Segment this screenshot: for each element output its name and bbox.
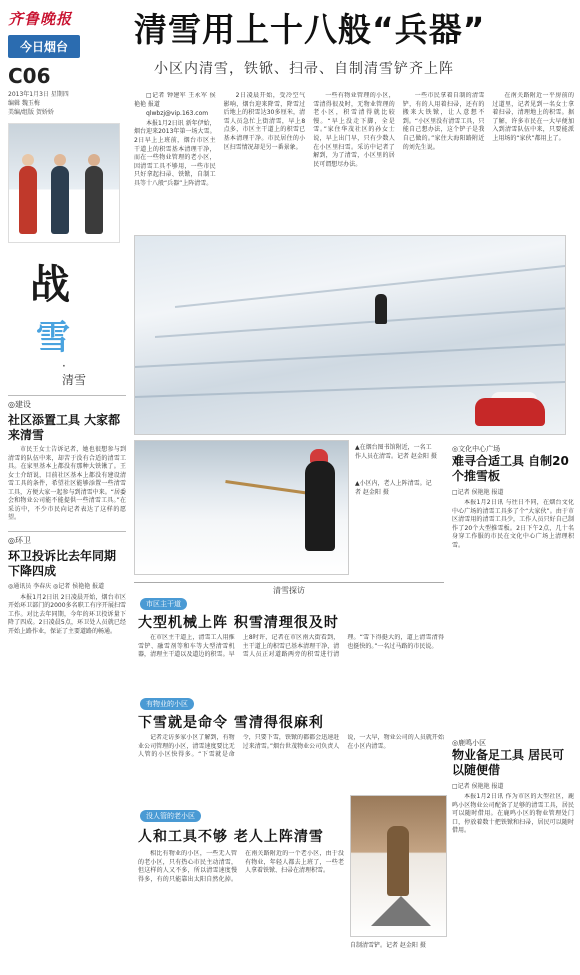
- lead-paragraph: 在南关路附近一平房前的过道里，记者见到一名女士拿着扫帚，清理地上的积雪。据了解，许多市民在一大早便加入到清雪队伍中来，只要能派上用场的“家伙”都用上了。: [492, 92, 574, 142]
- section-tab: 今日烟台: [8, 35, 80, 58]
- story3-title: 人和工具不够 老人上阵清雪: [138, 829, 324, 845]
- lead-columns: [134, 92, 574, 258]
- meta-date: 2013年1月3日 星期四: [8, 91, 69, 98]
- person-head: [88, 154, 100, 166]
- lead-column: [313, 92, 395, 258]
- person-figure: [387, 826, 409, 896]
- story1-title: 大型机械上阵 积雪清理很及时: [138, 615, 339, 631]
- left-story-title: 社区添置工具 大家都来清雪: [8, 413, 121, 442]
- people-photo: [8, 123, 120, 243]
- sweeper-figure: [305, 461, 335, 551]
- right-story2-kicker: ◎鹿鸣小区: [452, 739, 487, 747]
- page-meta: [8, 90, 126, 117]
- photo-captions: [355, 443, 437, 497]
- photo2-caption: ▲小区内，老人上阵清雪。记者 赵金阳 摄: [355, 480, 432, 496]
- section-label: 清雪探访: [134, 582, 444, 596]
- xue-character: 雪: [36, 318, 70, 358]
- story2-paragraph: 记者走访多家小区了解到，有物业公司管理的小区，清雪速度要比无人管的小区快得多。“下雪就是命令，只要下雪，铁锨的都都会迅速赶过来清雪。”烟台世茂物业公司负责人说，一大早，物业公司的人员就开始在小区内清雪。: [138, 734, 444, 759]
- qing-dot: ·: [62, 359, 66, 373]
- shovel-shape: [371, 896, 431, 926]
- headline: 清雪用上十八般“兵器”: [134, 10, 486, 49]
- snow-track: [155, 307, 566, 338]
- lead-column: [492, 92, 574, 258]
- lead-paragraph: 一些有物业管理的小区，雪清得很及时，无物业管理的老小区，积雪清得就比较慢。“早上没走下脚，全是雪。”家住华茂社区的孙女士说，早上出门早，只有少数人在小区里扫雪。采访中记者了解到，为了清雪，小区里的居民可谓想尽办法。: [313, 92, 395, 168]
- right-column: [452, 440, 574, 933]
- left-story2-byline: ◎通讯员 李春庆 ◎记者 侯艳艳 报道: [8, 582, 105, 590]
- right-story1-kicker: ◎文化中心广场: [452, 445, 501, 453]
- right-story1-title: 难寻合适工具 自制20个推雪板: [452, 454, 569, 483]
- left-column: [8, 8, 126, 968]
- left-story2-text: 本报1月2日讯 2日凌晨开始，烟台市区开始环卫部门的2000多名职工有序开展扫雪工作。对比去年同期，今年的环卫投诉量下降了四成。2日凌晨5点，环卫处人员就已经开始上路作业，保证了主要道路的畅通。: [8, 593, 126, 635]
- story1-text: [138, 634, 444, 690]
- story3-text: [138, 850, 344, 965]
- person-head: [22, 154, 34, 166]
- story1-paragraph: 在市区主干道上，清雪工人用推雪铲、融雪剂等和车等大型清雪机器，清理主干道以及道边的积雪。早上8时许，记者在市区南大街看到，主干道上的积雪已基本清理干净，清雪人员正对道路两旁的积雪进行清理。“雪下得挺大的，道上清雪清得也挺快的。”一名过马路的市民说。: [138, 634, 444, 659]
- worker-figure: [375, 294, 387, 324]
- lead-paragraph: 一些市民拿着自制的清雪铲，有的人用着扫帚，还有的搬来大铁锨，让人意想不到。“小区里没有清雪工具，只能自己想办法，这个铲子是我自己做的。”家住大海阳路附近的刘先生说。: [402, 92, 485, 151]
- elder-sweeping-photo: [134, 440, 349, 575]
- page-number: C06: [8, 64, 51, 88]
- lead-paragraph: 2日凌晨开始，受冷空气影响，烟台迎来降雪，降雪过后地上的积雪达30多厘米，清雪人员急忙上街清雪，早上8点多，市区主干道上的积雪已基本清理干净。市民居住的小区扫雪情况却是另一番景象。: [223, 92, 306, 151]
- left-story-text: 市民王女士告诉记者，她也很想参与到清雪的队伍中来，却苦于没有合适的清雪工具。在家里基本上都没有那种大铁锹了。王女士介绍说，目前社区基本上都没有建设清雪工具的条件，希望社区能够添置一些清雪工具，方便大家一起参与到清雪中来。“居委会和物业公司能不能提供一些清雪工具。”在采访中，不少市民向记者表达了这样的愿望。: [8, 446, 126, 521]
- photo3-caption: 自制清雪铲。记者 赵金阳 摄: [350, 942, 426, 949]
- left-story-kicker: ◎建设: [8, 395, 126, 410]
- qing-text: 清雪: [62, 373, 87, 387]
- lead-column: [403, 92, 485, 258]
- lead-column: [224, 92, 306, 258]
- right-story2-text: 本报1月2日讯 作为市区的大型社区，鹿鸣小区物业公司配备了足够的清雪工具，居民可以随时借用。在鹿鸣小区的物业管理处门口，停放着数十把铁锨和扫帚，居民可以随时借用。: [452, 793, 574, 835]
- shovel-photo: [350, 795, 447, 937]
- masthead: 齐鲁晚报: [8, 10, 73, 28]
- lead-email: qlwbzj@vip.163.com: [146, 110, 209, 118]
- person-figure: [85, 166, 103, 234]
- right-story1-byline: □记者 侯艳艳 报道: [452, 489, 504, 496]
- zhan-character: 战: [30, 261, 70, 308]
- left-story2-title: 环卫投诉比去年同期下降四成: [8, 548, 117, 578]
- right-story2-byline: □记者 侯艳艳 报道: [452, 783, 504, 790]
- right-story2-title: 物业备足工具 居民可以随便借: [452, 748, 565, 777]
- person-head: [54, 154, 66, 166]
- story2-title: 下雪就是命令 雪清得很麻利: [138, 715, 324, 731]
- lead-byline: □记者 钟建军 王永军 侯艳艳 报道: [134, 92, 216, 108]
- snow-track: [135, 343, 566, 368]
- meta-editor: 编辑 魏玉梅: [8, 100, 40, 107]
- story1-tag: 市区主干道: [140, 598, 187, 610]
- subheadline: 小区内清雪，铁锨、扫帚、自制清雪铲齐上阵: [154, 61, 454, 77]
- person-figure: [19, 166, 37, 234]
- story3-tag: 没人管的老小区: [140, 810, 201, 822]
- story2-text: [138, 734, 444, 788]
- main-story: [134, 8, 574, 258]
- story2-tag: 有物业的小区: [140, 698, 194, 710]
- left-story2-kicker: ◎环卫: [8, 531, 126, 546]
- person-figure: [51, 166, 69, 234]
- meta-designer: 美编/组版 贺娇娇: [8, 109, 54, 116]
- story3-paragraph: 相比有物业的小区，一些无人管的老小区，只有热心市民主动清雪，但这样的人又不多，所以清雪速度慢得多，有的只能靠出太阳自然化掉。在南关路附近的一个老小区，由于没有物业，年轻人都去上班了，一些老人拿着铁锨、扫帚在清理积雪。: [138, 850, 344, 883]
- lead-column: [134, 92, 216, 258]
- lead-paragraph: 本报1月2日讯 新年伊始，烟台迎来2013年第一场大雪。2日早上上班前，烟台市区主干道上的积雪基本清理干净，而在一些物业管理的老小区，因清雪工具不够用，一些市民只好拿起扫帚、铁锨，自制工具等十八般“兵器”上阵清雪。: [134, 119, 216, 187]
- snow-street-photo: [134, 235, 566, 435]
- photo1-caption: ▲在烟台图书馆附近，一名工作人员在清雪。记者 赵金阳 摄: [355, 444, 437, 460]
- snow-track: [175, 264, 566, 308]
- right-story1-text: 本报1月2日讯 与往日不同，在烟台文化中心广场的清雪工具多了个“大家伙”。由于市区清雪用的清雪工具少，工作人员只好自己制作了20个大型推雪板。2日下午2点，几十名身穿工作服的市民在文化中心广场上清理积雪。: [452, 499, 574, 549]
- red-car: [475, 398, 545, 426]
